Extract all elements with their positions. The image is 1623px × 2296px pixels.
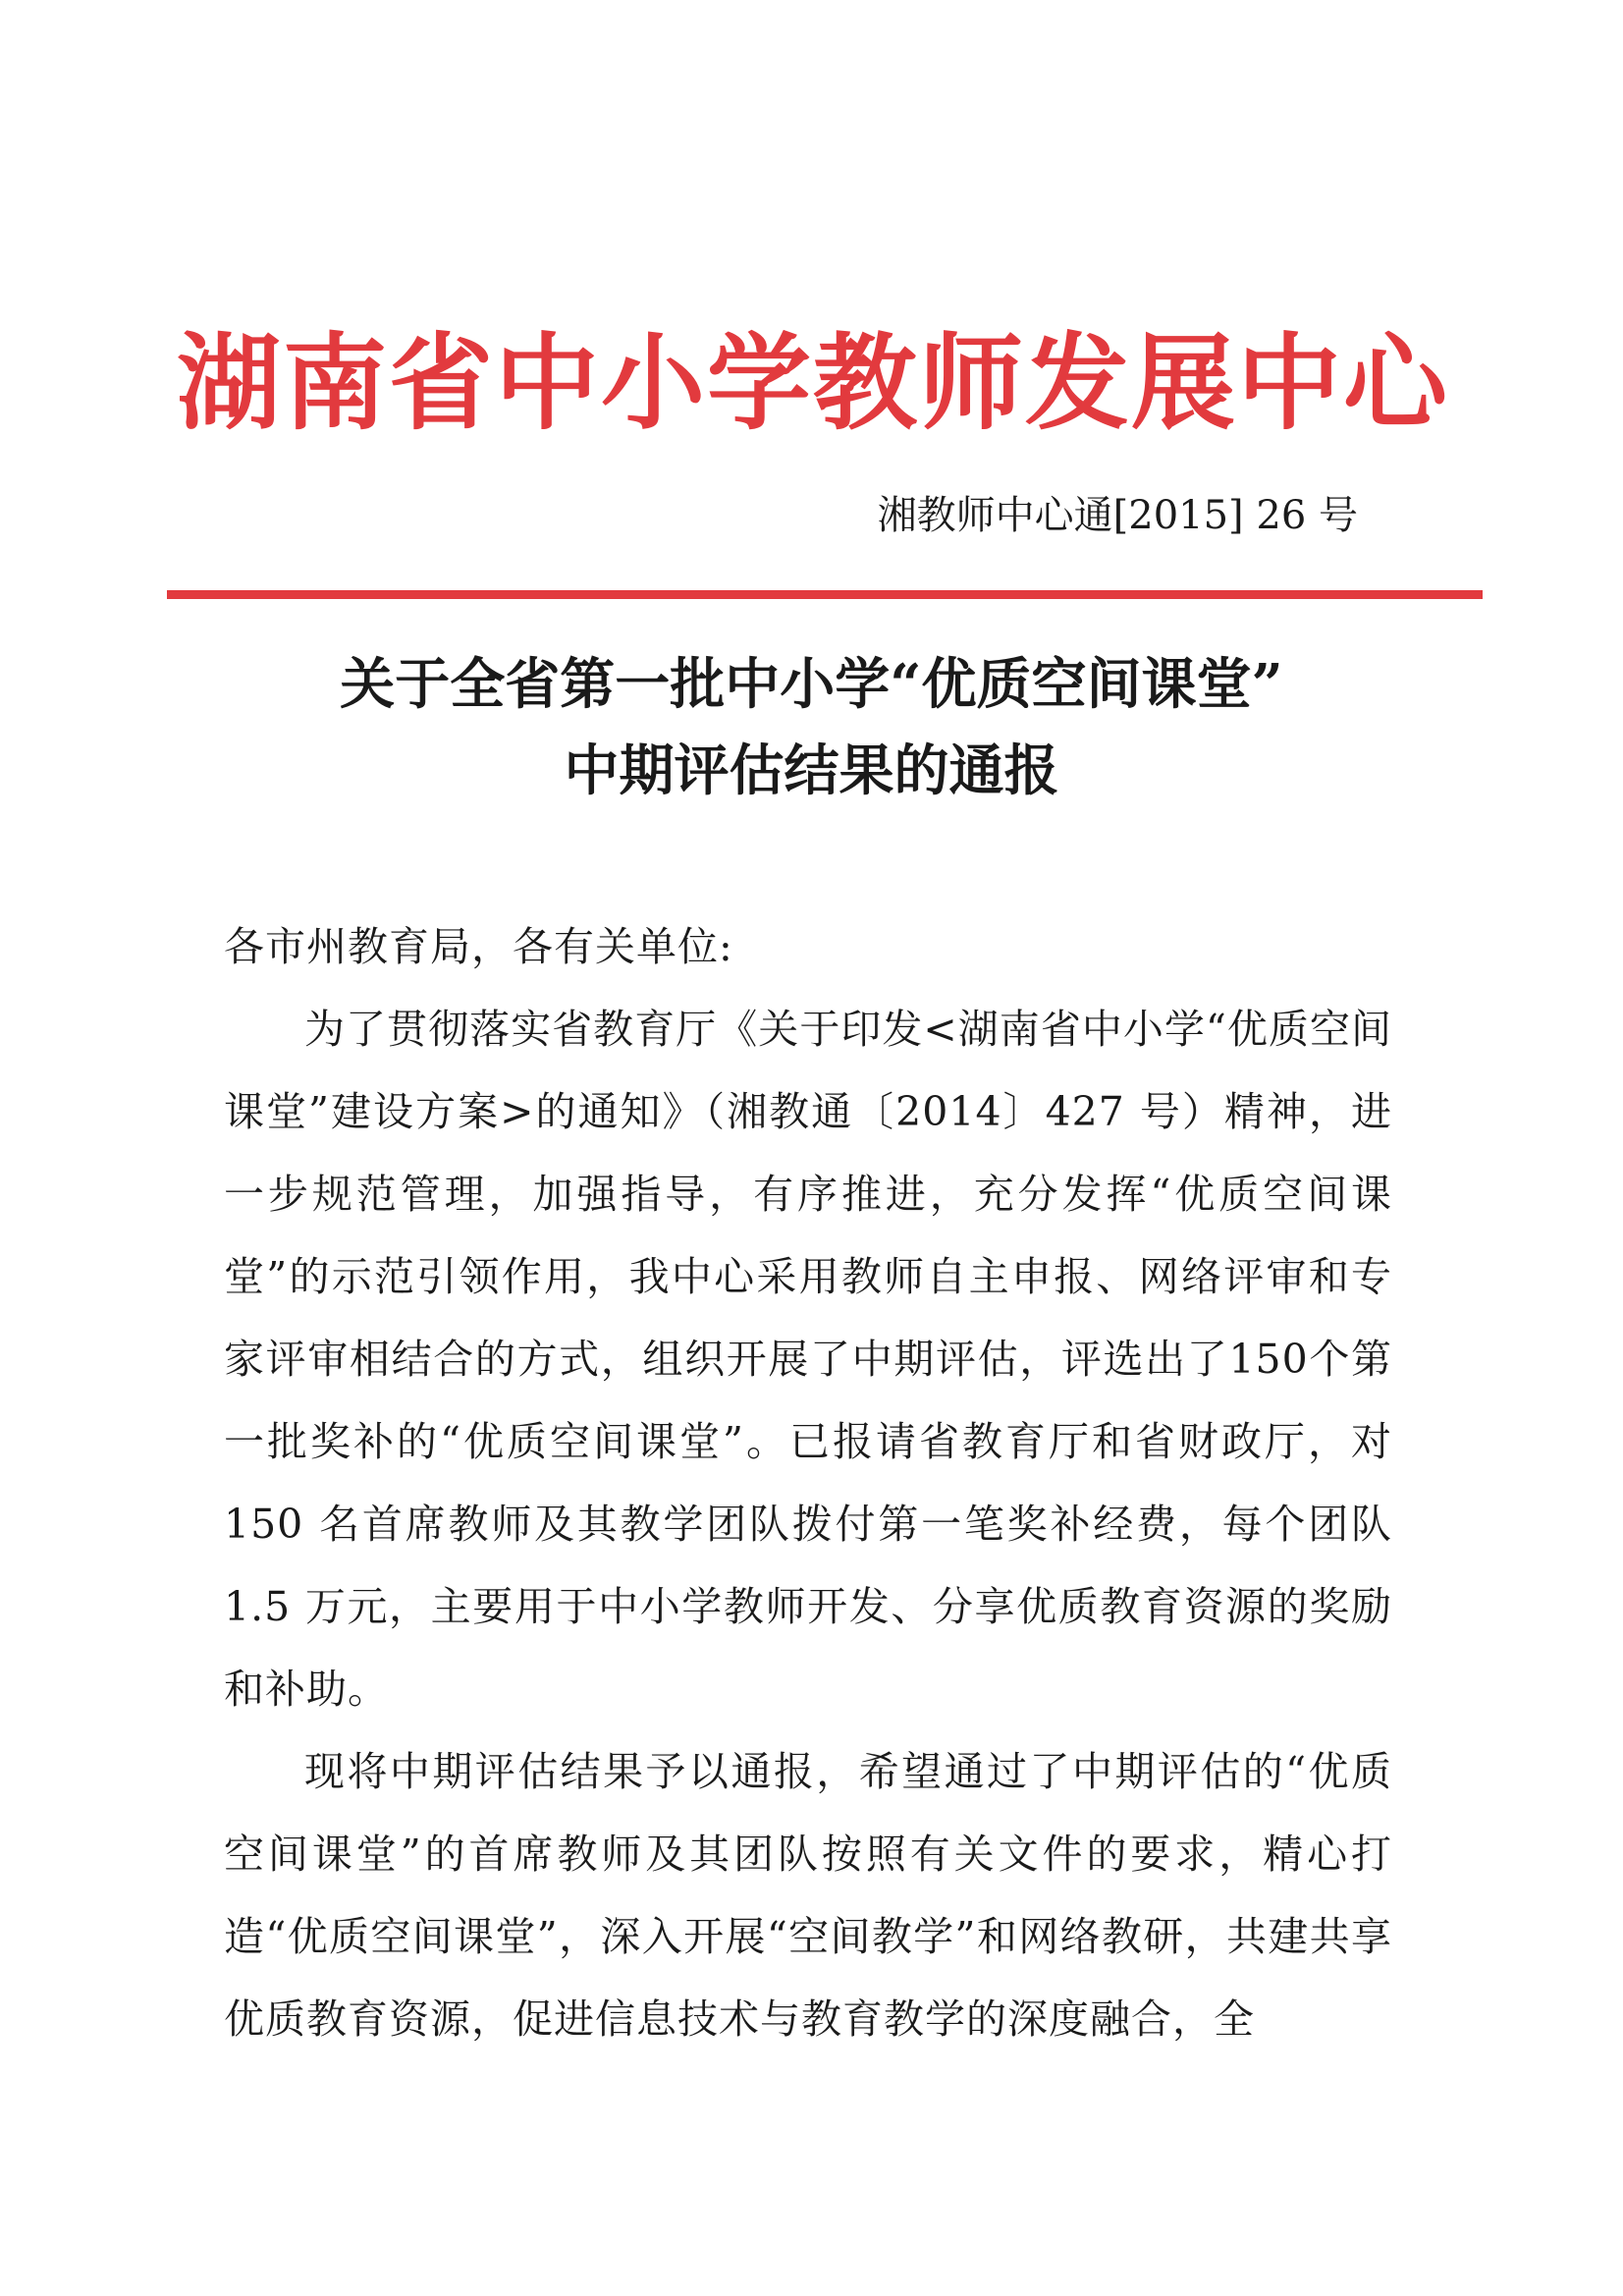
issuing-organization-header: 湖南省中小学教师发展中心 [177, 321, 1449, 444]
document-body [224, 905, 1392, 2060]
body-paragraph-1: 为了贯彻落实省教育厅《关于印发<湖南省中小学“优质空间课堂”建设方案>的通知》（湘教通〔2014〕427 号）精神，进一步规范管理，加强指导，有序推进，充分发挥“优质空间课堂”的示范引领作用，我中心采用教师自主申报、网络评审和专家评审相结合的方式，组织开展了中期评估，评选出了150个第一批奖补的“优质空间课堂”。已报请省教育厅和省财政厅，对 150 名首席教师及其教学团队拨付第一笔奖补经费，每个团队 1.5 万元，主要用于中小学教师开发、分享优质教育资源的奖励和补助。 [224, 1006, 1392, 1713]
document-number: 湘教师中心通[2015] 26 号 [877, 493, 1358, 538]
red-divider-line [167, 590, 1483, 599]
document-title-line-2: 中期评估结果的通报 [564, 738, 1059, 803]
document-title-line-1: 关于全省第一批中小学“优质空间课堂” [340, 652, 1283, 717]
body-paragraph-2: 现将中期评估结果予以通报，希望通过了中期评估的“优质空间课堂”的首席教师及其团队按照有关文件的要求，精心打造“优质空间课堂”，深入开展“空间教学”和网络教研，共建共享优质教育资源，促进信息技术与教育教学的深度融合，全 [224, 1748, 1392, 2043]
salutation: 各市州教育局，各有关单位: [224, 923, 733, 970]
